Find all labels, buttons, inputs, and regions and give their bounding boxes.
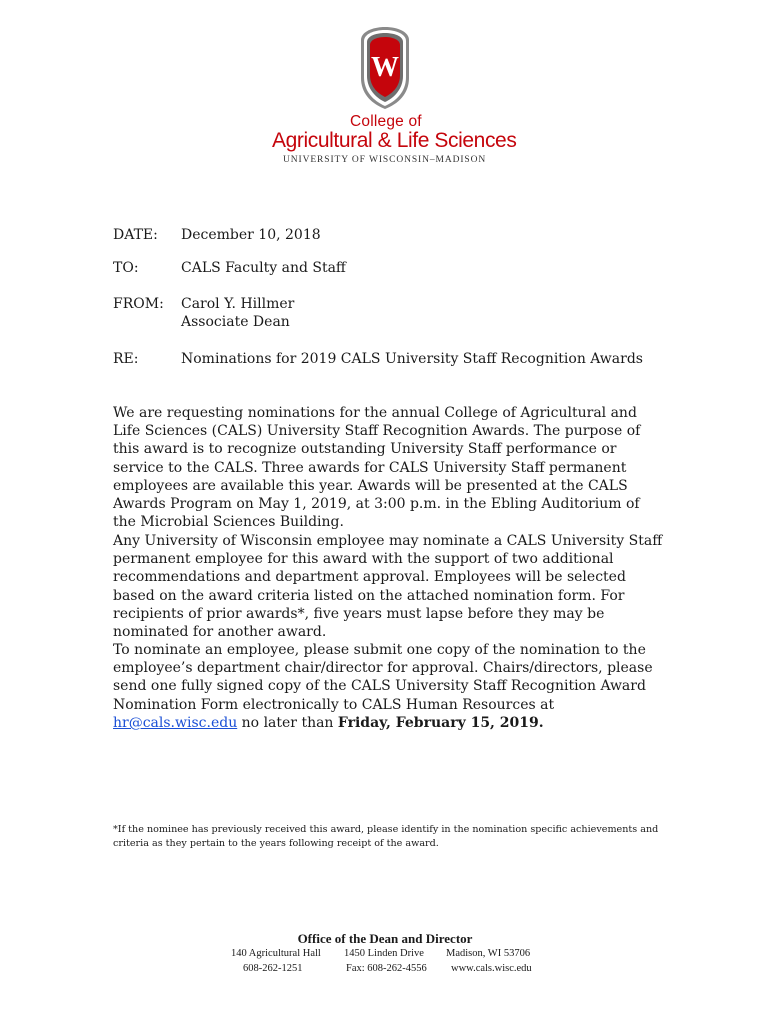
to-label: TO: [113,260,139,276]
footnote: *If the nominee has previously received this award, please identify in the nomination specific achievements and criteria as they pertain to the years following receipt of the award. [113,824,659,849]
footer-fax: Fax: 608-262-4556 [346,963,427,974]
office-title: Office of the Dean and Director [297,931,473,946]
college-of-text: College of [350,113,422,130]
paragraph-3-after-link: no later than [237,714,338,731]
from-label: FROM: [113,296,164,312]
deadline-date: Friday, February 15, 2019. [337,714,544,731]
footer-address-2: 1450 Linden Drive [344,948,424,959]
footer-address-1: 140 Agricultural Hall [231,948,321,959]
date-label: DATE: [113,227,158,243]
paragraph-2-text: Any University of Wisconsin employee may nominate a CALS University Staff permanent employee for this award with the support of two additional recommendations and department approval. Employees will be selected based on the award criteria listed on the attached nomination form. For recipients of prior awards*, five years must lapse before they may be nominated for another award. [113,533,663,641]
body-paragraph-2 [113,532,663,641]
re-label: RE: [113,351,139,367]
crest-letter: W [371,52,399,83]
uw-crest-logo [358,26,412,110]
hr-email-link[interactable]: hr@cals.wisc.edu [113,714,238,731]
re-value: Nominations for 2019 CALS University Staff Recognition Awards [181,351,643,367]
date-value: December 10, 2018 [181,227,321,243]
from-title: Associate Dean [181,314,290,330]
paragraph-3-intro: To nominate an employee, please submit one copy of the nomination to the employee’s department chair/director for approval. Chairs/directors, please send one fully signed copy of the CALS University Staff Recognition Award Nomination Form electronically to CALS Human Resources at [113,642,653,713]
paragraph-1-text: We are requesting nominations for the annual College of Agricultural and Life Sciences (CALS) University Staff Recognition Awards. The purpose of this award is to recognize outstanding University Staff performance or service to the CALS. Three awards for CALS University Staff permanent employees are available this year. Awards will be presented at the CALS Awards Program on May 1, 2019, at 3:00 p.m. in the Ebling Auditorium of the Microbial Sciences Building. [113,405,641,531]
body-paragraph-1 [113,404,663,531]
footer-web[interactable]: www.cals.wisc.edu [451,963,532,974]
university-name: UNIVERSITY OF WISCONSIN–MADISON [283,155,487,165]
from-name: Carol Y. Hillmer [181,296,295,312]
body-paragraph-3 [113,641,663,732]
to-value: CALS Faculty and Staff [181,260,346,276]
footer-city: Madison, WI 53706 [446,948,531,959]
paragraph-3-text [113,641,663,732]
college-name: Agricultural & Life Sciences [272,129,517,152]
footer-phone: 608-262-1251 [243,963,303,974]
